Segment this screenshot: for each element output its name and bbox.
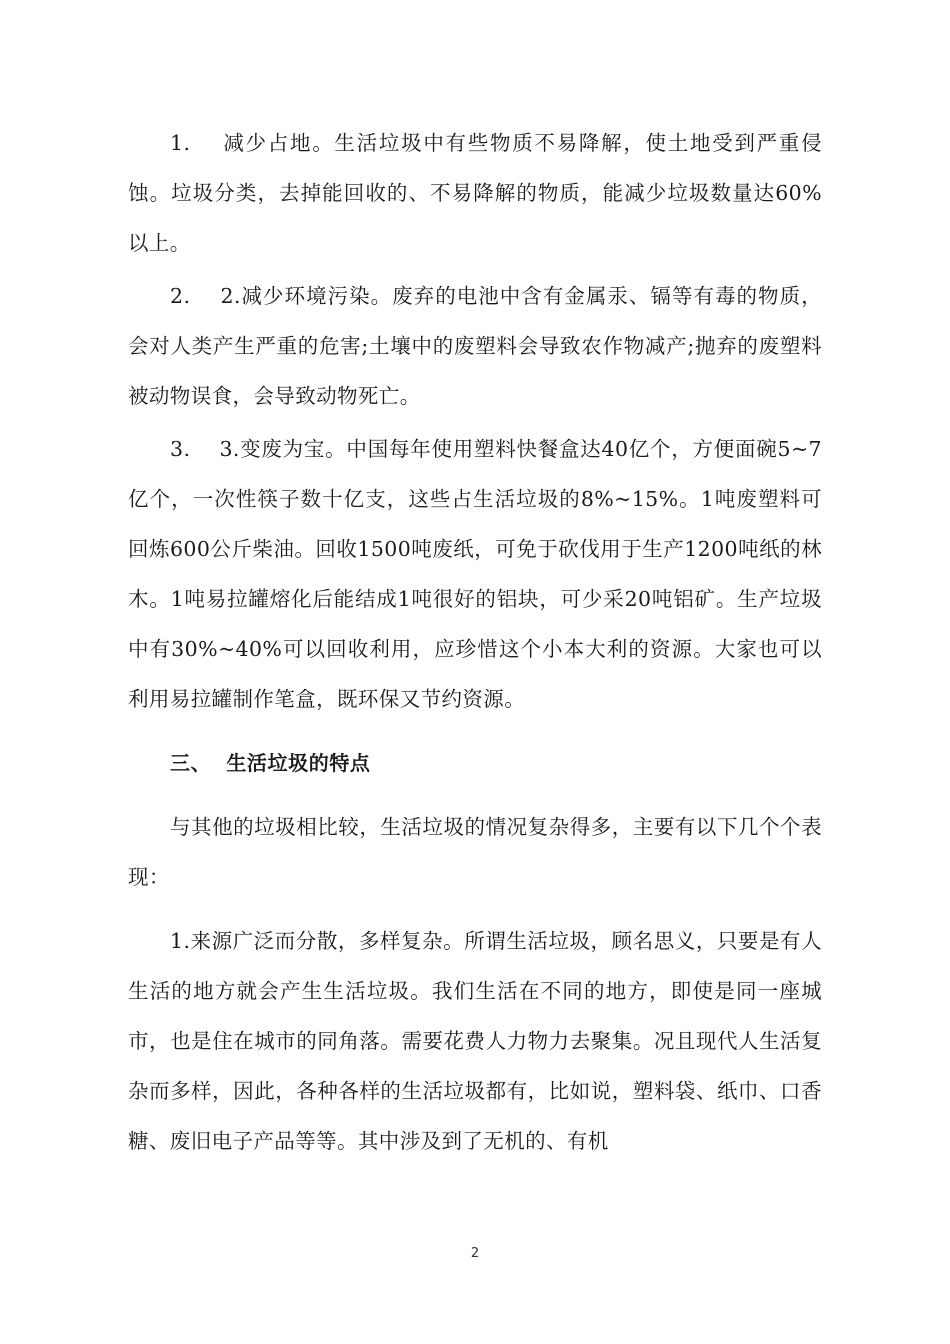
- page-number: 2: [470, 1246, 480, 1261]
- paragraph-reduce-pollution: 2. 2.减少环境污染。废弃的电池中含有金属汞、镉等有毒的物质，会对人类产生严重的危害;土壤中的废塑料会导致农作物减产;抛弃的废塑料被动物误食，会导致动物死亡。: [128, 284, 822, 408]
- section-heading: 三、 生活垃圾的特点: [170, 751, 371, 775]
- paragraph-intro: 与其他的垃圾相比较，生活垃圾的情况复杂得多，主要有以下几个个表现：: [128, 815, 822, 889]
- paragraph-reduce-land: 1. 减少占地。生活垃圾中有些物质不易降解，使土地受到严重侵蚀。垃圾分类，去掉能回收的、不易降解的物质，能减少垃圾数量达60%以上。: [128, 131, 822, 255]
- paragraph-point-1: 1.来源广泛而分散，多样复杂。所谓生活垃圾，顾名思义，只要是有人生活的地方就会产生生活垃圾。我们生活在不同的地方，即使是同一座城市，也是住在城市的同角落。需要花费人力物力去聚集。况且现代人生活复杂而多样，因此，各种各样的生活垃圾都有，比如说，塑料袋、纸巾、口香糖、废旧电子产品等等。其中涉及到了无机的、有机: [128, 929, 822, 1153]
- paragraph-waste-to-treasure: 3. 3.变废为宝。中国每年使用塑料快餐盒达40亿个，方便面碗5~7亿个，一次性筷子数十亿支，这些占生活垃圾的8%~15%。1吨废塑料可回炼600公斤柴油。回收1500吨废纸，可免于砍伐用于生产1200吨纸的林木。1吨易拉罐熔化后能结成1吨很好的铝块，可少采20吨铝矿。生产垃圾中有30%~40%可以回收利用，应珍惜这个小本大利的资源。大家也可以利用易拉罐制作笔盒，既环保又节约资源。: [128, 437, 822, 711]
- page-body: [128, 118, 822, 1166]
